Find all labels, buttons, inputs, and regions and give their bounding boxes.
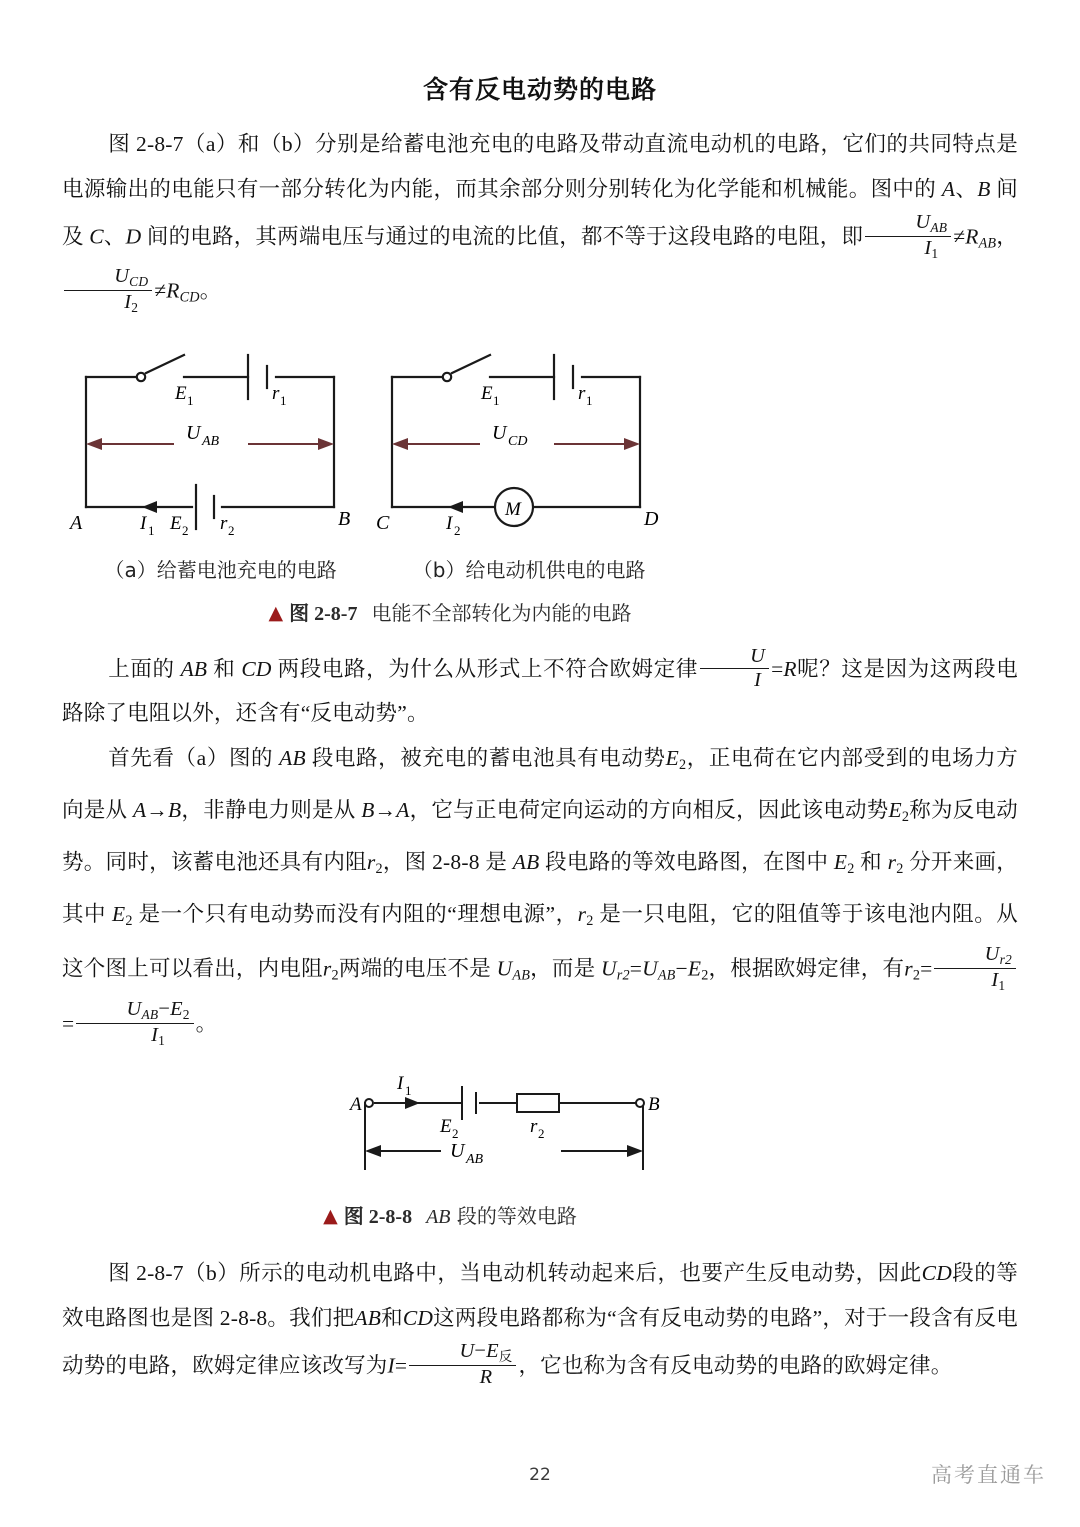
p3-E2d-sub: 2 bbox=[125, 913, 133, 930]
figure-2-8-7-number: 图 2-8-7 bbox=[289, 602, 358, 625]
p3-arrow2-from: B bbox=[361, 798, 375, 823]
p3-seg-2: 段电路，被充电的蓄电池具有电动势 bbox=[305, 746, 666, 771]
circuit-b-motor-label: M bbox=[505, 498, 521, 520]
circuit-a-switch-lever bbox=[146, 355, 184, 373]
fig288-terminal-B bbox=[636, 1099, 644, 1107]
f2-den: I bbox=[151, 1023, 159, 1046]
p3-minus: − bbox=[675, 956, 688, 981]
p3-seg-15: ，根据欧姆定律，有 bbox=[708, 956, 905, 981]
p3-seg-7: ，图 2-8-8 是 bbox=[382, 850, 513, 875]
fig288-current-label-sub: 1 bbox=[405, 1083, 412, 1099]
p2-seg-4: 呢？这是因为这两段电路除了电阻以外，还含有“反电动势”。 bbox=[62, 656, 1018, 726]
f1-num: U bbox=[984, 943, 1000, 966]
circuit-b-label-E1-sub: 1 bbox=[493, 392, 500, 408]
p3-end: 。 bbox=[195, 1010, 218, 1035]
p3-r2c-sub: 2 bbox=[586, 913, 594, 930]
figure-2-8-7-caption bbox=[0, 597, 1018, 626]
f2-num-minus: − bbox=[158, 997, 171, 1020]
var-B: B bbox=[977, 177, 991, 201]
p1-sep-1: 、 bbox=[955, 177, 978, 201]
figure-2-8-8-caption-text: 段的等效电路 bbox=[450, 1204, 577, 1229]
circuit-a-label-E2: E bbox=[170, 512, 182, 534]
p3-UAB2: U bbox=[642, 956, 658, 981]
p3-seg-10: 分开来画，其中 bbox=[62, 850, 1018, 927]
p3-seg-14: ，而是 bbox=[530, 956, 601, 981]
p3-r2d: r bbox=[322, 956, 332, 981]
fig288-node-B-label: B bbox=[648, 1094, 660, 1116]
var-CD-p4b: CD bbox=[402, 1306, 434, 1331]
p3-eq-2: = bbox=[920, 956, 933, 981]
circuit-a-node-B: B bbox=[338, 507, 351, 530]
p1-sep-2: 间及 bbox=[62, 177, 1018, 249]
p3-seg-12: 是一只电阻，它的阻值等于该电池内阻。从这个图上可以看出，内电阻 bbox=[62, 902, 1018, 981]
fraction-ucd-i2 bbox=[64, 266, 152, 315]
p3-seg-6: 称为反电动势。同时，该蓄电池还具有内阻 bbox=[62, 798, 1018, 875]
circuit-a-voltage-label: U bbox=[186, 421, 201, 444]
p4-frac-den-R: R bbox=[479, 1366, 493, 1389]
p3-seg-1: 首先看（a）图的 bbox=[108, 746, 280, 771]
figure-2-8-7 bbox=[62, 347, 1018, 626]
circuit-b-label-I2: I bbox=[446, 512, 453, 534]
figure-2-8-7-caption-text: 电能不全部转化为内能的电路 bbox=[371, 600, 632, 625]
var-C: C bbox=[89, 224, 104, 249]
page-title: 含有反电动势的电路 bbox=[422, 75, 657, 104]
p3-E2d: E bbox=[112, 902, 126, 927]
p1-end: 。 bbox=[199, 278, 222, 303]
fig288-current-label: I bbox=[397, 1073, 404, 1095]
fig288-voltage-arrowhead-left bbox=[365, 1145, 381, 1157]
resistance-rcd: R bbox=[166, 278, 180, 303]
p3-E2-sub: 2 bbox=[679, 757, 687, 774]
circuit-a-label-r1: r bbox=[272, 382, 280, 404]
var-AB-p4: AB bbox=[354, 1306, 382, 1331]
p3-eq-3: = bbox=[62, 1010, 75, 1035]
p3-r2: r bbox=[366, 850, 376, 875]
p1-comma: ， bbox=[996, 224, 1019, 249]
figure-2-8-7-svg bbox=[62, 347, 1018, 547]
circuit-b-switch-lever bbox=[452, 355, 490, 373]
fig288-current-arrow bbox=[405, 1097, 420, 1109]
circuit-b-label-E1: E bbox=[481, 382, 493, 404]
circuit-b-node-D: D bbox=[644, 507, 659, 530]
p3-E2e: E bbox=[687, 956, 702, 981]
rcd-sub: CD bbox=[179, 289, 200, 306]
circuit-a-voltage-arrowhead-left bbox=[86, 438, 102, 450]
p4-frac-num-E: E bbox=[486, 1340, 499, 1363]
figure-2-8-8-caption bbox=[0, 1200, 1018, 1229]
fraction-ur2-i1 bbox=[934, 944, 1016, 993]
p3-arrow2-to: A bbox=[396, 798, 410, 823]
circuit-a-label-I1-sub: 1 bbox=[148, 522, 155, 538]
circuit-a-label-r2-sub: 2 bbox=[228, 522, 235, 538]
subcaption-b: （b）给电动机供电的电路 bbox=[412, 557, 646, 582]
p3-arrow1-icon: → bbox=[146, 798, 168, 823]
paragraph-1 bbox=[62, 122, 1018, 321]
frac-i-den: I bbox=[754, 669, 762, 691]
watermark: 高考直通车 bbox=[931, 1463, 1046, 1487]
p3-r2e-sub: 2 bbox=[912, 967, 921, 984]
circuit-b-voltage-arrowhead-right bbox=[624, 438, 640, 450]
triangle-marker-icon-2: ▲ bbox=[323, 1205, 338, 1228]
rab-sub: AB bbox=[978, 235, 997, 252]
p2-resistance-R: R bbox=[783, 656, 797, 681]
p3-seg-5: ，它与正电荷定向运动的方向相反，因此该电动势 bbox=[409, 798, 889, 823]
circuit-b-label-I2-sub: 2 bbox=[454, 522, 461, 538]
p3-r2b: r bbox=[887, 850, 897, 875]
paragraph-2 bbox=[62, 646, 1018, 737]
f2-num-U: U bbox=[126, 997, 142, 1020]
frac2-den-sub: 2 bbox=[131, 299, 139, 315]
circuit-a-label-E1: E bbox=[175, 382, 187, 404]
page-number: 22 bbox=[529, 1465, 551, 1485]
p4-seg-1: 图 2-8-7（b）所示的电动机电路中，当电动机转动起来后，也要产生反电动势，因此 bbox=[108, 1261, 922, 1286]
f2-num-U-sub: AB bbox=[141, 1006, 159, 1022]
p4-current-I: I bbox=[387, 1353, 395, 1378]
fig288-voltage-label: U bbox=[450, 1140, 465, 1163]
p2-seg-1: 上面的 bbox=[108, 656, 181, 681]
p3-r2d-sub: 2 bbox=[331, 967, 339, 984]
triangle-marker-icon: ▲ bbox=[268, 601, 284, 624]
fig288-terminal-A bbox=[365, 1099, 373, 1107]
circuit-a-label-r1-sub: 1 bbox=[280, 392, 287, 408]
fraction-uab-i1 bbox=[865, 212, 951, 261]
circuit-b-voltage-label-sub: CD bbox=[508, 433, 528, 449]
f1-num-sub: r2 bbox=[999, 952, 1012, 968]
p3-Ur2-sub: r2 bbox=[616, 967, 630, 984]
p1-sep-3: 、 bbox=[103, 224, 126, 249]
p3-seg-8: 段电路的等效电路图，在图中 bbox=[539, 850, 834, 875]
f2-num-E-sub: 2 bbox=[182, 1006, 190, 1022]
f1-den: I bbox=[991, 969, 999, 992]
p3-UAB-sub: AB bbox=[512, 967, 531, 984]
frac1-num-symbol: U bbox=[915, 211, 931, 233]
circuit-a-node-A: A bbox=[70, 511, 83, 534]
fraction-u-minus-efan-r bbox=[409, 1341, 516, 1388]
page-footer bbox=[0, 1459, 1080, 1499]
p4-equals: = bbox=[394, 1353, 408, 1378]
p1-sep-4: 间的电路，其两端电压与通过的电流的比值，都不等于这段电路的电阻，即 bbox=[141, 224, 864, 249]
p2-equals: = bbox=[771, 656, 784, 681]
not-equal-2: ≠ bbox=[154, 278, 167, 303]
circuit-b-node-C: C bbox=[376, 511, 390, 534]
p3-r2e: r bbox=[904, 956, 913, 981]
p3-Ur2: U bbox=[601, 956, 617, 981]
circuit-b-label-r1: r bbox=[578, 382, 586, 404]
circuit-a-label-r2: r bbox=[220, 512, 228, 534]
fraction-uab-minus-e2-i1 bbox=[76, 999, 193, 1048]
var-D: D bbox=[125, 224, 142, 249]
circuit-a-current-arrow bbox=[142, 501, 157, 513]
resistance-rab: R bbox=[965, 224, 979, 249]
p4-seg-2: 段的等效电路图也是图 2-8-8。我们把 bbox=[62, 1261, 1018, 1331]
circuit-b-voltage-arrowhead-left bbox=[392, 438, 408, 450]
frac2-num-symbol: U bbox=[114, 265, 130, 288]
resistor-symbol bbox=[517, 1094, 559, 1112]
circuit-b-voltage-label: U bbox=[492, 421, 507, 444]
p3-seg-3: ，正电荷在它内部受到的电场力方向是从 bbox=[62, 746, 1019, 823]
fig288-voltage-arrowhead-right bbox=[627, 1145, 643, 1157]
frac1-den-sub: 1 bbox=[931, 245, 939, 261]
p3-arrow1-from: A bbox=[132, 798, 147, 823]
f2-num-E: E bbox=[170, 997, 183, 1020]
figure-2-8-8-svg bbox=[62, 1069, 1018, 1189]
frac1-num-sub: AB bbox=[930, 219, 948, 235]
frac-u-num: U bbox=[750, 644, 766, 667]
circuit-a-label-E2-sub: 2 bbox=[182, 522, 189, 538]
p3-UAB2-sub: AB bbox=[657, 967, 676, 984]
var-CD-p4: CD bbox=[921, 1261, 952, 1286]
var-AB-p2: AB bbox=[180, 656, 208, 681]
p3-seg-13: 两端的电压不是 bbox=[338, 956, 497, 981]
p4-frac-num-U: U bbox=[459, 1340, 475, 1363]
p1-text-segment: 图 2-8-7（a）和（b）分别是给蓄电池充电的电路及带动直流电动机的电路，它们的共同特点是电源输出的电能只有一部分转化为内能，而其余部分则分别转化为化学能和机械能。图中的 bbox=[62, 132, 1018, 201]
paragraph-4 bbox=[62, 1251, 1018, 1388]
circuit-b-switch-pivot bbox=[443, 372, 451, 380]
figure-2-8-8-number: 图 2-8-8 bbox=[343, 1206, 413, 1229]
fig288-resistor-label-sub: 2 bbox=[538, 1126, 545, 1142]
p3-seg-11: 是一个只有电动势而没有内阻的“理想电源”， bbox=[132, 902, 578, 927]
f2-den-sub: 1 bbox=[158, 1032, 166, 1048]
circuit-a-label-I1: I bbox=[140, 512, 147, 534]
p3-r2-sub: 2 bbox=[375, 861, 383, 878]
p4-frac-num-minus: − bbox=[474, 1340, 487, 1363]
circuit-a-voltage-label-sub: AB bbox=[202, 433, 220, 449]
figure-2-8-7-subcaptions bbox=[0, 554, 1018, 583]
var-AB-p3: AB bbox=[279, 746, 306, 771]
frac2-num-sub: CD bbox=[129, 274, 149, 290]
var-A: A bbox=[941, 177, 956, 201]
frac2-den-symbol: I bbox=[124, 291, 132, 314]
p3-eq-1: = bbox=[629, 956, 643, 981]
not-equal-1: ≠ bbox=[953, 224, 966, 249]
p3-seg-9: 和 bbox=[854, 850, 888, 875]
figure-2-8-8 bbox=[62, 1069, 1018, 1229]
circuit-b-current-arrow bbox=[448, 501, 463, 513]
frac1-den-symbol: I bbox=[924, 236, 932, 259]
p3-r2c: r bbox=[577, 902, 587, 927]
fig288-voltage-label-sub: AB bbox=[466, 1152, 484, 1168]
p4-seg-5: ，它也称为含有反电动势的电路的欧姆定律。 bbox=[518, 1353, 953, 1378]
p3-r2b-sub: 2 bbox=[896, 861, 904, 878]
p3-arrow2-icon: → bbox=[374, 798, 397, 823]
p2-seg-2: 和 bbox=[207, 656, 242, 681]
fig288-emf-label-sub: 2 bbox=[452, 1126, 459, 1142]
p4-seg-4: 这两段电路都称为“含有反电动势的电路”，对于一段含有反电动势的电路，欧姆定律应该改写为 bbox=[62, 1306, 1018, 1378]
fig288-node-A-label: A bbox=[350, 1094, 362, 1116]
fig288-resistor-label: r bbox=[530, 1116, 538, 1138]
circuit-a-voltage-arrowhead-right bbox=[318, 438, 334, 450]
p3-UAB: U bbox=[496, 956, 513, 981]
p3-E2b: E bbox=[888, 798, 902, 823]
page-content bbox=[62, 58, 1018, 1389]
var-CD-p2: CD bbox=[241, 656, 272, 681]
figure-2-8-8-caption-italic: AB bbox=[426, 1206, 451, 1229]
subcaption-a: （a）给蓄电池充电的电路 bbox=[104, 557, 337, 582]
var-AB-p3b: AB bbox=[512, 850, 540, 875]
circuit-a-switch-pivot bbox=[137, 372, 145, 380]
f1-den-sub: 1 bbox=[998, 978, 1006, 993]
p3-E2: E bbox=[665, 746, 679, 771]
p3-E2b-sub: 2 bbox=[901, 809, 910, 826]
p3-arrow1-to: B bbox=[168, 798, 182, 823]
fig288-emf-label: E bbox=[440, 1116, 452, 1138]
p4-frac-num-E-sub: 反 bbox=[498, 1349, 513, 1365]
p3-E2c-sub: 2 bbox=[847, 861, 855, 878]
circuit-a-label-E1-sub: 1 bbox=[187, 392, 194, 408]
p2-seg-3: 两段电路，为什么从形式上不符合欧姆定律 bbox=[271, 656, 698, 681]
fraction-u-i bbox=[700, 646, 769, 692]
p4-seg-3: 和 bbox=[381, 1306, 403, 1331]
circuit-b-label-r1-sub: 1 bbox=[586, 392, 593, 408]
p3-E2c: E bbox=[833, 850, 848, 875]
p3-E2e-sub: 2 bbox=[701, 967, 709, 984]
paragraph-3 bbox=[62, 736, 1018, 1047]
p3-seg-4: ，非静电力则是从 bbox=[181, 798, 362, 823]
